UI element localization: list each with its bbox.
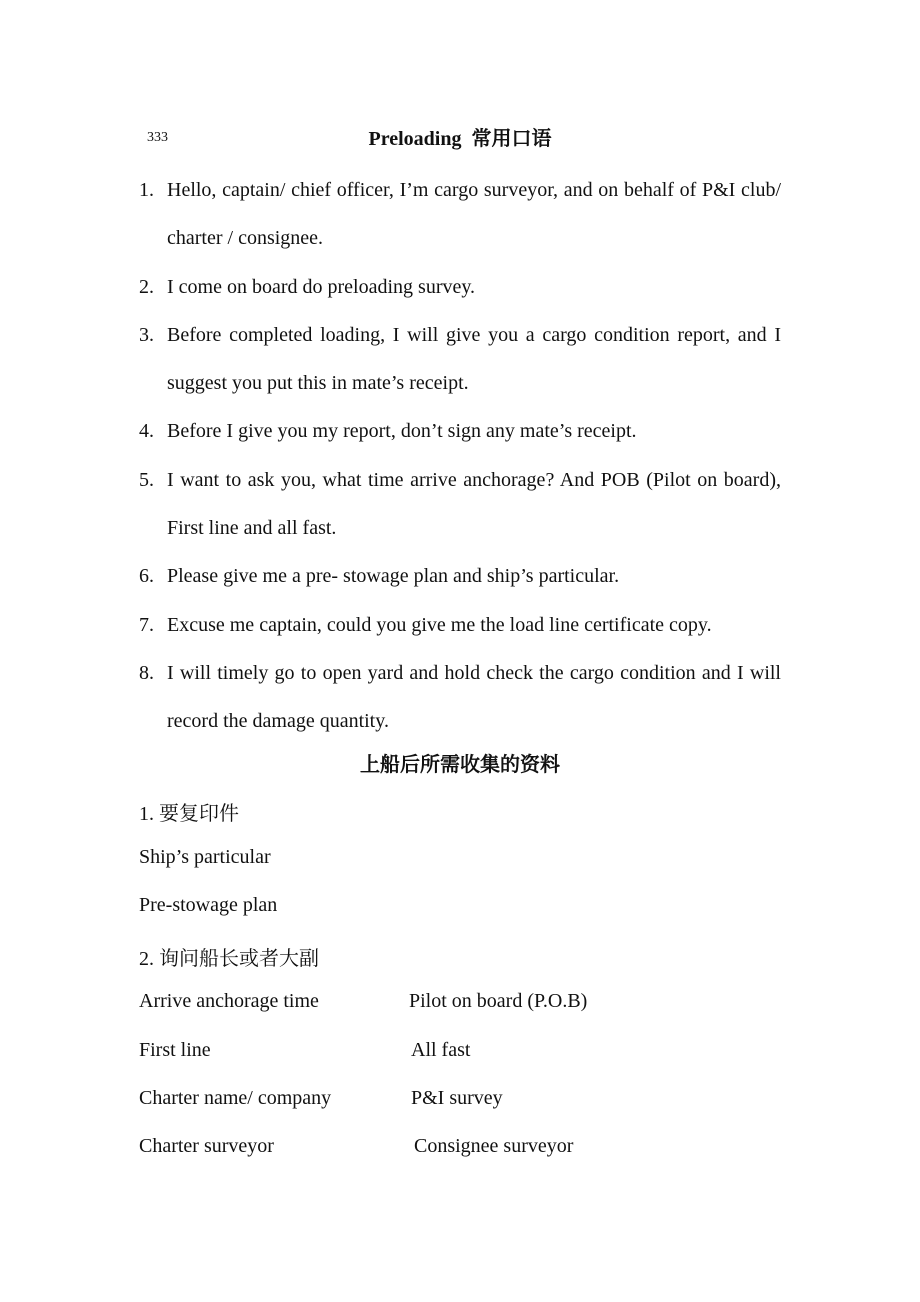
item-text: Hello, captain/ chief officer, I’m cargo surveyor, and on behalf of P&I club/ charter / consignee. <box>167 179 781 250</box>
copy-item: Ship’s particular <box>139 846 271 868</box>
ask-item-left: First line <box>139 1039 211 1061</box>
ask-heading: 2. 询问船长或者大副 <box>139 948 319 970</box>
item-text: I want to ask you, what time arrive anchorage? And POB (Pilot on board), First line and all fast. <box>167 468 781 540</box>
ask-item-right: P&I survey <box>411 1087 503 1109</box>
title-chinese: 常用口语 <box>471 128 552 150</box>
list-item <box>139 601 781 649</box>
item-text: Excuse me captain, could you give me the load line certificate copy. <box>167 613 712 636</box>
list-item <box>139 166 781 263</box>
item-number: 7. <box>139 613 154 636</box>
page-title <box>0 122 920 151</box>
item-text: Please give me a pre- stowage plan and ship’s particular. <box>167 565 620 588</box>
list-item <box>139 311 781 408</box>
item-number: 1. <box>139 179 154 201</box>
phrase-list <box>139 166 781 746</box>
list-item <box>139 552 781 600</box>
page-number: 333 <box>147 130 168 145</box>
item-number: 6. <box>139 565 154 588</box>
copies-heading: 1. 要复印件 <box>139 803 239 825</box>
ask-item-left: Charter name/ company <box>139 1087 332 1109</box>
section-title: 上船后所需收集的资料 <box>360 754 560 776</box>
title-english: Preloading <box>368 128 462 150</box>
list-item <box>139 649 781 746</box>
list-item <box>139 263 781 311</box>
ask-item-right: Consignee surveyor <box>414 1135 574 1157</box>
ask-item-left: Arrive anchorage time <box>139 990 319 1012</box>
ask-item-right: All fast <box>411 1039 471 1061</box>
item-text: I come on board do preloading survey. <box>167 275 476 298</box>
item-number: 5. <box>139 468 154 491</box>
ask-item-left: Charter surveyor <box>139 1135 274 1157</box>
item-text: Before completed loading, I will give you a cargo condition report, and I suggest you put this in mate’s receipt. <box>167 323 781 395</box>
item-text: Before I give you my report, don’t sign any mate’s receipt. <box>167 420 637 443</box>
ask-item-right: Pilot on board (P.O.B) <box>409 990 588 1012</box>
copy-item: Pre-stowage plan <box>139 894 278 916</box>
item-text: I will timely go to open yard and hold check the cargo condition and I will record the damage quantity. <box>167 661 781 733</box>
item-number: 2. <box>139 275 154 298</box>
list-item <box>139 407 781 455</box>
item-number: 4. <box>139 420 154 443</box>
list-item <box>139 456 781 553</box>
item-number: 3. <box>139 323 154 346</box>
item-number: 8. <box>139 661 154 684</box>
